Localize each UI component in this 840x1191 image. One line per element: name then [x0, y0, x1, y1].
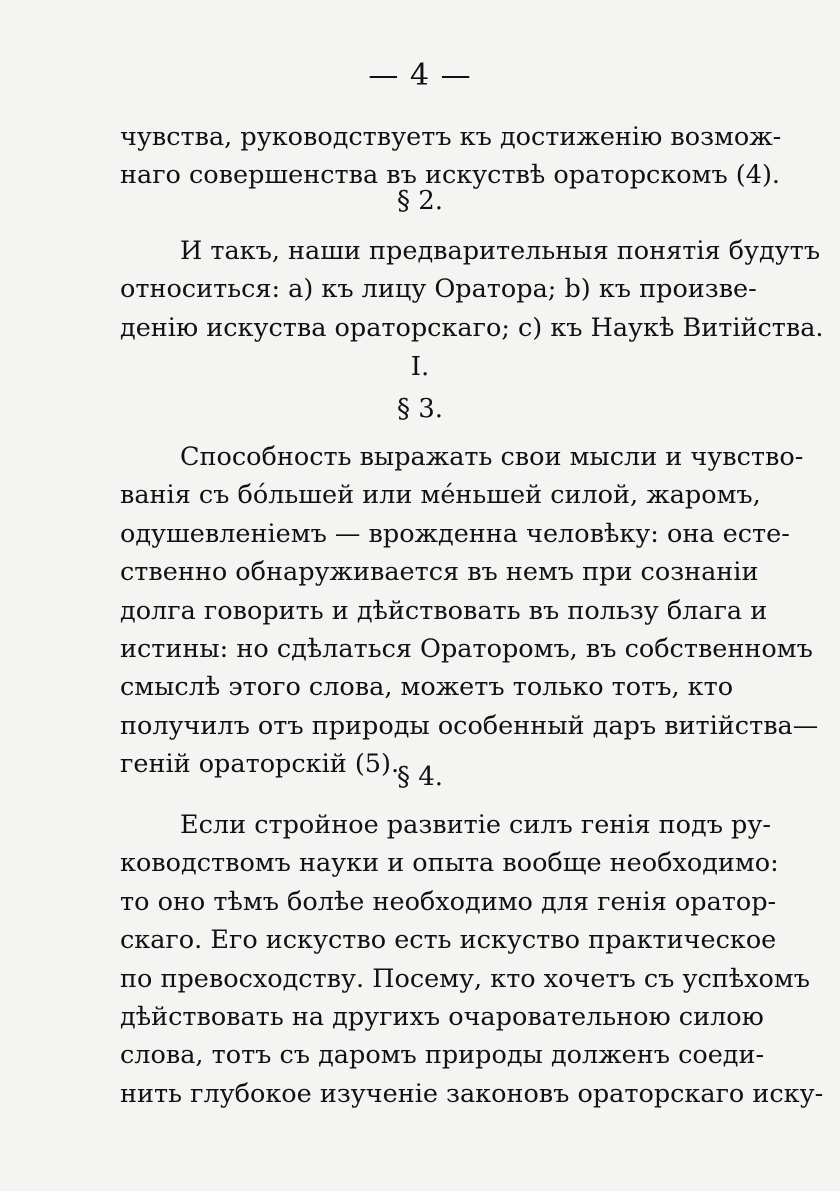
- text-line: относиться: а) къ лицу Оратора; b) къ произве-: [120, 274, 757, 305]
- paragraph-4: [120, 806, 824, 1113]
- section-2-heading: § 2.: [396, 186, 444, 216]
- text-line: дѣйствовать на другихъ очаровательною силою: [120, 1001, 764, 1032]
- text-line: Способность выражать свои мысли и чувство-: [180, 442, 804, 472]
- text-line: долга говорить и дѣйствовать въ пользу блага и: [120, 595, 768, 626]
- part-heading: I.: [410, 352, 430, 382]
- text-line: ственно обнаруживается въ немъ при сознаніи: [120, 557, 759, 588]
- paragraph-2: [120, 232, 824, 347]
- text-line: чувства, руководствуетъ къ достиженію возмож-: [120, 122, 782, 152]
- section-3-heading: § 3.: [396, 394, 444, 424]
- text-line: Если стройное развитіе силъ генія подъ ру-: [180, 810, 771, 840]
- text-line: смыслѣ этого слова, можетъ только тотъ, кто: [120, 672, 734, 703]
- paragraph-3: [120, 438, 819, 784]
- section-4-heading: § 4.: [396, 762, 444, 792]
- page-number: — 4 —: [368, 58, 472, 93]
- text-line: получилъ отъ природы особенный даръ витійства—: [120, 710, 819, 741]
- text-line: геній ораторскій (5).: [120, 749, 400, 780]
- text-line: наго совершенства въ искуствѣ ораторскомъ (4).: [120, 160, 781, 191]
- text-line: по превосходству. Посему, кто хочетъ съ успѣхомъ: [120, 963, 810, 994]
- text-line: ководствомъ науки и опыта вообще необходимо:: [120, 848, 779, 879]
- text-line: истины: но сдѣлаться Ораторомъ, въ собственномъ: [120, 633, 813, 664]
- text-line: слова, тотъ съ даромъ природы долженъ соеди-: [120, 1040, 765, 1071]
- text-line: скаго. Его искуство есть искуство практическое: [120, 925, 777, 956]
- text-line: то оно тѣмъ болѣе необходимо для генія оратор-: [120, 886, 777, 917]
- text-line: ванія съ бóльшей или мéньшей силой, жаромъ,: [120, 480, 761, 511]
- text-line: И такъ, наши предварительныя понятія будутъ: [180, 236, 821, 266]
- text-line: денію искуства ораторскаго; с) къ Наукѣ Витійства.: [120, 312, 824, 343]
- text-line: одушевленіемъ — врожденна человѣку: она есте-: [120, 518, 790, 549]
- text-line: нить глубокое изученіе законовъ ораторскаго иску-: [120, 1078, 824, 1109]
- paragraph-1: [120, 118, 782, 195]
